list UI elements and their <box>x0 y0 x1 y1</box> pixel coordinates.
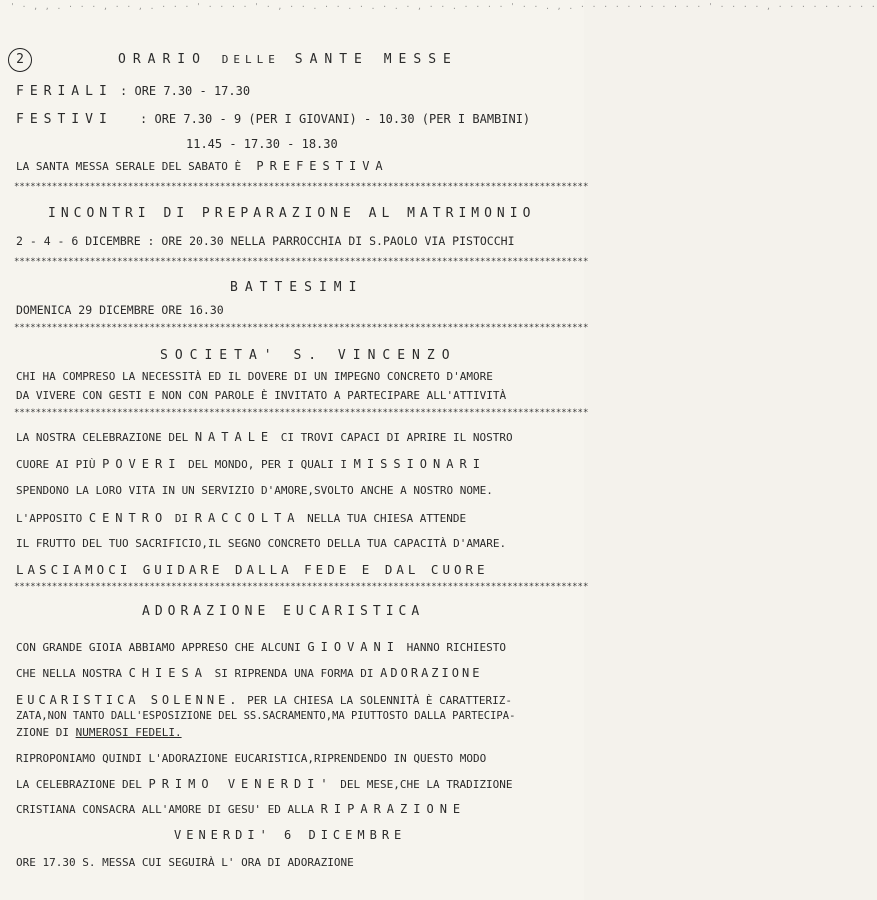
adorazione-title: ADORAZIONE EUCARISTICA <box>142 604 425 619</box>
adorazione-p2d: UNA FORMA DI <box>294 667 374 680</box>
festivi-times-2: 11.45 - 17.30 - 18.30 <box>186 137 338 151</box>
venerdi-date: VENERDI' 6 DICEMBRE <box>174 828 407 842</box>
natale-2c: DEL MONDO, PER I QUALI I <box>188 458 348 471</box>
adorazione-p8 <box>16 802 466 816</box>
natale-line-2 <box>16 457 486 471</box>
messe-title <box>118 52 458 67</box>
prefestiva-row <box>16 159 389 173</box>
chiesa-word: CHIESA <box>373 512 414 525</box>
chiesa-word-2: CHIESA <box>128 666 208 680</box>
adorazione-p3b: PER LA CHIESA LA SOLENNITÀ È CARATTERIZ- <box>247 694 513 707</box>
battesimi-line: DOMENICA 29 DICEMBRE ORE 16.30 <box>16 303 224 317</box>
adorazione-p7a: LA CELEBRAZIONE DEL <box>16 778 142 791</box>
messe-title-c: SANTE MESSE <box>294 52 458 67</box>
natale-line-3: SPENDONO LA LORO VITA IN UN SERVIZIO D'AMORE,SVOLTO ANCHE A NOSTRO NOME. <box>16 484 493 497</box>
separator-5: ********************************************************************************************************** <box>14 582 589 592</box>
riparazione-word: RIPARAZIONE <box>320 802 467 816</box>
matrimonio-title: INCONTRI DI PREPARAZIONE AL MATRIMONIO <box>48 206 536 221</box>
feriali-times: : ORE 7.30 - 17.30 <box>120 84 251 98</box>
natale-4c: DI <box>174 512 189 525</box>
natale-4g: ATTENDE <box>419 512 467 525</box>
adorazione-p1c: HANNO RICHIESTO <box>406 641 506 654</box>
adorazione-p6: RIPROPONIAMO QUINDI L'ADORAZIONE EUCARISTICA,RIPRENDENDO IN QUESTO MODO <box>16 752 487 765</box>
numerosi-fedeli: NUMEROSI FEDELI. <box>75 726 182 739</box>
adorazione-p2a: CHE NELLA NOSTRA <box>16 667 122 680</box>
vincenzo-title: SOCIETA' S. VINCENZO <box>160 348 457 363</box>
giovani-word: GIOVANI <box>307 640 400 654</box>
raccolta-word: RACCOLTA <box>194 511 301 525</box>
natale-line-4 <box>16 511 466 525</box>
adorazione-last: ORE 17.30 S. MESSA CUI SEGUIRÀ L' ORA DI ADORAZIONE <box>16 856 354 869</box>
natale-line-1 <box>16 430 513 444</box>
festivi-row <box>16 112 530 127</box>
centro-word: CENTRO <box>88 511 169 525</box>
vincenzo-line-1: CHI HA COMPRESO LA NECESSITÀ ED IL DOVERE DI UN IMPEGNO CONCRETO D'AMORE <box>16 370 493 383</box>
festivi-label: FESTIVI <box>16 112 113 127</box>
messe-title-a: ORARIO <box>118 52 207 67</box>
adorazione-p4: ZATA,NON TANTO DALL'ESPOSIZIONE DEL SS.SACRAMENTO,MA PIUTTOSTO DALLA PARTECIPA- <box>16 710 516 722</box>
adorazione-p3 <box>16 693 512 707</box>
adorazione-p2c: SI RIPRENDA <box>214 667 288 680</box>
adorazione-p1 <box>16 640 506 654</box>
messe-title-b: DELLE <box>221 53 280 66</box>
adorazione-p7c: DEL MESE,CHE LA TRADIZIONE <box>340 778 513 791</box>
adorazione-p5 <box>16 726 182 739</box>
poveri-word: POVERI <box>102 457 182 471</box>
adorazione-p8c: ALLA <box>287 803 315 816</box>
battesimi-title: BATTESIMI <box>230 280 364 295</box>
natale-4e: NELLA TUA <box>307 512 367 525</box>
feriali-row <box>16 84 250 99</box>
adorazione-p7 <box>16 777 512 791</box>
adorazione-p2 <box>16 666 482 680</box>
scan-noise: ' · , , . · · · , · · , . · · · ' · · · · ' · , · · . · · . · . · . · , · · . · · · · ' · · . , . · · · · · · · · · · · ' · · · · , · · · · · · · · · <box>10 2 877 11</box>
separator-1: ********************************************************************************************************** <box>14 182 589 192</box>
adorazione-p8a: CRISTIANA CONSACRA ALL'AMORE DI GESU' <box>16 803 262 816</box>
primo-venerdi: PRIMO VENERDI' <box>148 777 334 791</box>
natale-1a: LA NOSTRA CELEBRAZIONE DEL <box>16 431 189 444</box>
separator-4: ********************************************************************************************************** <box>14 408 589 418</box>
natale-1c: CI TROVI CAPACI DI APRIRE IL NOSTRO <box>280 431 513 444</box>
adorazione-word: ADORAZIONE <box>380 666 483 680</box>
feriali-label: FERIALI <box>16 84 113 99</box>
separator-3: ********************************************************************************************************** <box>14 323 589 333</box>
prefestiva-word: PREFESTIVA <box>256 159 389 173</box>
natale-4a: L'APPOSITO <box>16 512 83 525</box>
page-number: 2 <box>8 48 32 72</box>
adorazione-p5a: ZIONE DI <box>16 726 69 739</box>
natale-word: NATALE <box>194 430 275 444</box>
adorazione-p8b: ED <box>267 803 281 816</box>
adorazione-p1a: CON GRANDE GIOIA ABBIAMO APPRESO CHE ALCUNI <box>16 641 301 654</box>
festivi-times: : ORE 7.30 - 9 (PER I GIOVANI) - 10.30 (PER I BAMBINI) <box>140 112 531 126</box>
prefestiva-text: LA SANTA MESSA SERALE DEL SABATO È <box>16 160 242 173</box>
separator-2: ********************************************************************************************************** <box>14 257 589 267</box>
natale-line-5: IL FRUTTO DEL TUO SACRIFICIO,IL SEGNO CONCRETO DELLA TUA CAPACITÀ D'AMARE. <box>16 537 507 550</box>
matrimonio-line: 2 - 4 - 6 DICEMBRE : ORE 20.30 NELLA PARROCCHIA DI S.PAOLO VIA PISTOCCHI <box>16 234 515 248</box>
missionari-word: MISSIONARI <box>353 457 486 471</box>
natale-2a: CUORE AI PIÙ <box>16 458 96 471</box>
vincenzo-line-2: DA VIVERE CON GESTI E NON CON PAROLE È INVITATO A PARTECIPARE ALL'ATTIVITÀ <box>16 389 507 402</box>
eucaristica-solenne: EUCARISTICA SOLENNE. <box>16 693 241 707</box>
motto: LASCIAMOCI GUIDARE DALLA FEDE E DAL CUORE <box>16 562 489 577</box>
